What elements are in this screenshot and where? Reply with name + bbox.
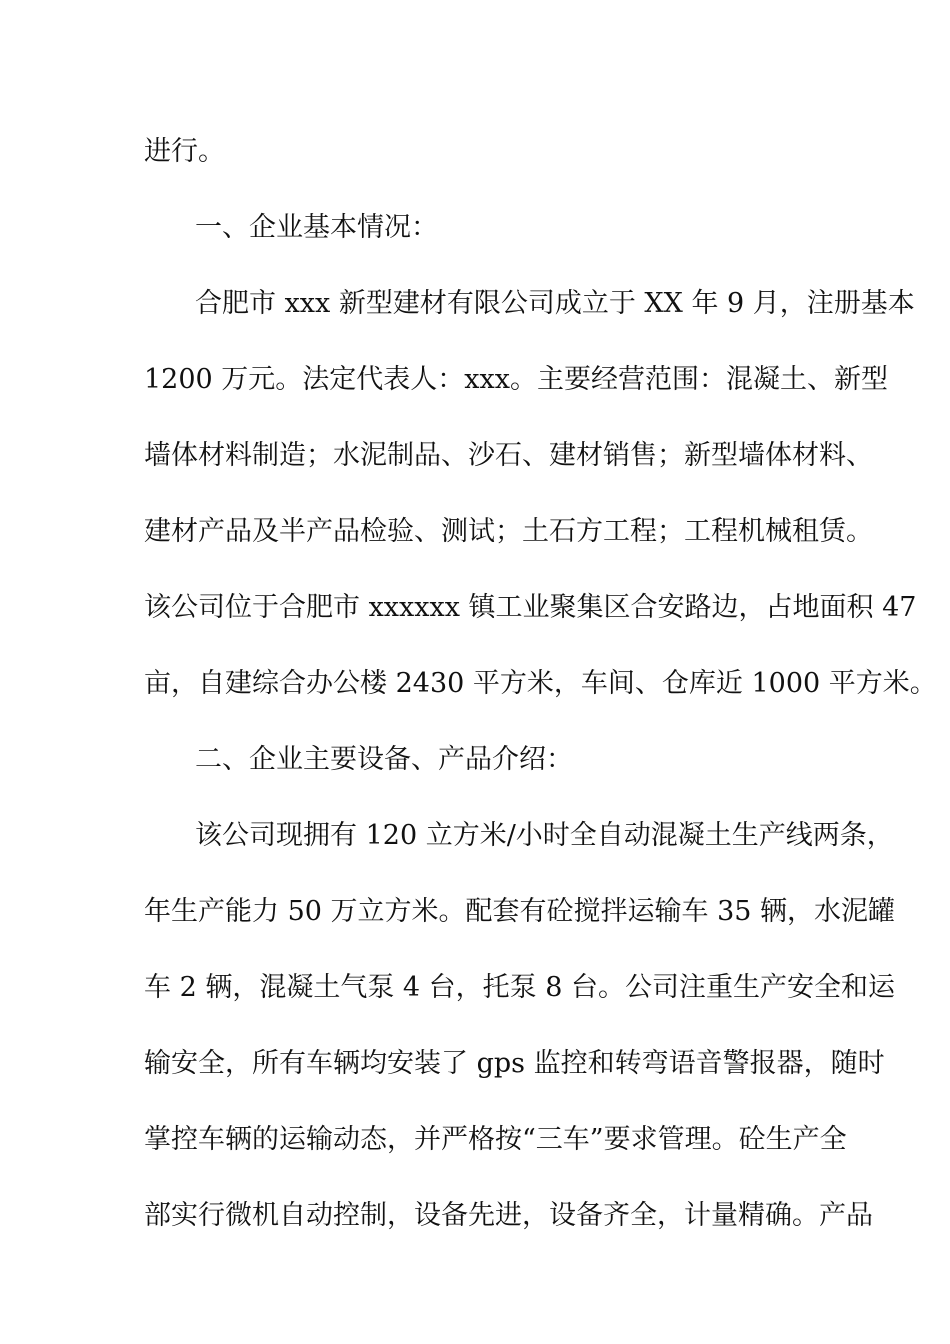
paragraph-line: 输安全，所有车辆均安装了 gps 监控和转弯语音警报器，随时 [144,1048,885,1079]
paragraph-line: 1200 万元。法定代表人：xxx。主要经营范围：混凝土、新型 [144,364,888,395]
paragraph-line: 掌控车辆的运输动态，并严格按“三车”要求管理。砼生产全 [144,1124,847,1155]
paragraph-line: 墙体材料制造；水泥制品、沙石、建材销售；新型墙体材料、 [144,440,873,471]
paragraph-line: 该公司现拥有 120 立方米/小时全自动混凝土生产线两条， [195,820,894,851]
paragraph-line: 年生产能力 50 万立方米。配套有砼搅拌运输车 35 辆，水泥罐 [144,896,896,927]
section-heading-basic-info: 一、企业基本情况： [195,212,438,243]
paragraph-line: 该公司位于合肥市 xxxxxx 镇工业聚集区合安路边，占地面积 47 [144,592,917,623]
text-line-continuation: 进行。 [144,136,225,167]
paragraph-line: 亩，自建综合办公楼 2430 平方米，车间、仓库近 1000 平方米。 [144,668,937,699]
section-heading-equipment: 二、企业主要设备、产品介绍： [195,744,573,775]
paragraph-line: 合肥市 xxx 新型建材有限公司成立于 XX 年 9 月，注册基本 [195,288,915,319]
paragraph-line: 部实行微机自动控制，设备先进，设备齐全，计量精确。产品 [144,1200,873,1231]
paragraph-line: 建材产品及半产品检验、测试；土石方工程；工程机械租赁。 [144,516,873,547]
paragraph-line: 车 2 辆，混凝土气泵 4 台，托泵 8 台。公司注重生产安全和运 [144,972,896,1003]
